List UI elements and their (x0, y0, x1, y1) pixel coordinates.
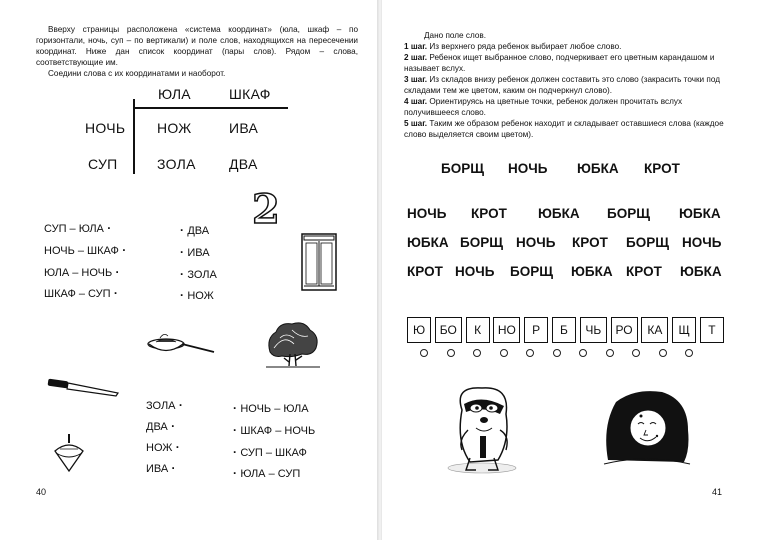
step-label: 5 шаг. (404, 119, 428, 128)
color-dot[interactable] (632, 349, 640, 357)
syllable-cell: НО (493, 317, 520, 343)
answer-word-text: НОЖ (146, 442, 173, 454)
color-dot[interactable] (579, 349, 587, 357)
coord-pair (233, 401, 309, 415)
syllable-cell: Т (700, 317, 724, 343)
answer-word-text: ИВА (187, 247, 210, 259)
intro-text (36, 24, 358, 79)
connect-dot[interactable]: · (118, 243, 127, 257)
ash-bowl-icon (146, 330, 218, 358)
connect-dot[interactable]: · (180, 288, 188, 302)
connect-dot[interactable]: · (112, 265, 120, 279)
step-1 (404, 41, 729, 52)
connect-dot[interactable]: · (103, 221, 112, 235)
field-word[interactable]: КРОТ (407, 264, 443, 279)
coord-pair (233, 423, 315, 437)
color-dot[interactable] (447, 349, 455, 357)
answer-word (146, 419, 175, 433)
coord-pair-text: СУП – ЮЛА (44, 223, 104, 235)
connect-dot[interactable]: · (180, 245, 188, 259)
wardrobe-icon (300, 232, 338, 292)
connect-dot[interactable]: · (175, 398, 183, 412)
connect-dot[interactable]: · (172, 440, 180, 454)
field-word[interactable]: КРОТ (572, 235, 608, 250)
knife-icon (46, 377, 120, 399)
syllable-cell: К (466, 317, 490, 343)
instructions (404, 30, 729, 140)
field-word[interactable]: КРОТ (471, 206, 507, 221)
coord-pair (44, 286, 118, 300)
connect-dot[interactable]: · (233, 445, 241, 459)
coord-pair-text: НОЧЬ – ЮЛА (240, 403, 309, 415)
answer-word (180, 223, 209, 237)
coord-pair (233, 445, 307, 459)
syllable-cell: Б (552, 317, 576, 343)
connect-dot[interactable]: · (233, 401, 241, 415)
coord-pair-text: ШКАФ – СУП (44, 288, 111, 300)
moon-cave-icon (600, 386, 692, 468)
connect-dot[interactable]: · (180, 223, 188, 237)
coord-pair-text: ЮЛА – НОЧЬ (44, 267, 113, 279)
willow-tree-icon (262, 318, 322, 370)
connect-dot[interactable]: · (168, 461, 176, 475)
target-word[interactable]: БОРЩ (441, 161, 484, 176)
color-dots-row (420, 349, 693, 357)
task-title: Дано поле слов. (424, 31, 487, 40)
step-label: 4 шаг. (404, 97, 428, 106)
coord-pair-text: СУП – ШКАФ (240, 447, 307, 459)
answer-word (180, 267, 217, 281)
color-dot[interactable] (606, 349, 614, 357)
field-word[interactable]: ЮБКА (571, 264, 613, 279)
step-label: 1 шаг. (404, 42, 428, 51)
target-word[interactable]: ЮБКА (577, 161, 619, 176)
coord-pair (233, 466, 300, 480)
spinning-top-icon (52, 433, 86, 473)
syllable-cell: Р (524, 317, 548, 343)
color-dot[interactable] (659, 349, 667, 357)
left-page (0, 0, 378, 540)
color-dot[interactable] (473, 349, 481, 357)
answer-word-text: НОЖ (187, 290, 214, 302)
connect-dot[interactable]: · (167, 419, 176, 433)
color-dot[interactable] (500, 349, 508, 357)
step-text: Из складов внизу ребенок должен составить это слово (закрасить точки под складами тем же цветом, каким он подчеркнул слово). (404, 75, 720, 95)
field-word[interactable]: БОРЩ (510, 264, 553, 279)
col-header-shkaf: ШКАФ (229, 86, 271, 102)
step-text: Из верхнего ряда ребенок выбирает любое слово. (429, 42, 622, 51)
answer-word-text: ЗОЛА (187, 269, 217, 281)
answer-word (146, 440, 180, 454)
row-header-noch: НОЧЬ (85, 120, 126, 136)
answer-word (180, 245, 210, 259)
field-word[interactable]: ЮБКА (538, 206, 580, 221)
answer-word (180, 288, 214, 302)
step-text: Ориентируясь на цветные точки, ребенок должен прочитать вслух получившееся слово. (404, 97, 683, 117)
field-word[interactable]: НОЧЬ (455, 264, 495, 279)
step-text: Таким же образом ребенок находит и складывает оставшиеся слова (каждое слово выделяется своим цветом). (404, 119, 724, 139)
answer-word-text: ДВА (146, 421, 168, 433)
field-word[interactable]: КРОТ (626, 264, 662, 279)
answer-word-text: ЗОЛА (146, 400, 176, 412)
grid-horizontal-axis (133, 107, 288, 109)
connect-dot[interactable]: · (110, 286, 118, 300)
mole-character-icon (440, 380, 525, 475)
page-number-left: 40 (36, 487, 47, 497)
col-header-yula: ЮЛА (158, 86, 191, 102)
big-number-two: 2 (252, 186, 280, 233)
syllable-cell: Щ (672, 317, 696, 343)
step-label: 2 шаг. (404, 53, 428, 62)
answer-word-text: ИВА (146, 463, 169, 475)
target-word[interactable]: КРОТ (644, 161, 680, 176)
intro-paragraph: Вверху страницы расположена «система координат» (юла, шкаф – по горизонтали, ночь, суп – по вертикали) и поле слов, находящихся на пересечении координат. Ниже дан список координат (пары слов). Рядом – слова, соответствующие им. (36, 25, 358, 67)
color-dot[interactable] (553, 349, 561, 357)
step-5 (404, 118, 729, 140)
syllable-cell: РО (611, 317, 638, 343)
grid-cell-iva: ИВА (229, 120, 259, 136)
coord-pair-text: ЮЛА – СУП (240, 468, 301, 480)
syllable-cell: БО (435, 317, 462, 343)
target-word[interactable]: НОЧЬ (508, 161, 548, 176)
answer-word (146, 398, 183, 412)
field-word[interactable]: БОРЩ (607, 206, 650, 221)
field-word[interactable]: БОРЩ (626, 235, 669, 250)
answer-word (146, 461, 176, 475)
coord-pair (44, 243, 126, 257)
step-text: Ребенок ищет выбранное слово, подчеркивает его цветным карандашом и называет вслух. (404, 53, 715, 73)
syllable-cell: КА (641, 317, 668, 343)
coord-pair (44, 265, 120, 279)
connect-dot[interactable]: · (180, 267, 188, 281)
page-number-right: 41 (712, 487, 723, 497)
connect-dot[interactable]: · (233, 423, 241, 437)
field-word[interactable]: НОЧЬ (682, 235, 722, 250)
grid-vertical-axis (133, 99, 135, 174)
connect-dot[interactable]: · (233, 466, 241, 480)
field-word[interactable]: ЮБКА (679, 206, 721, 221)
syllable-row (407, 317, 724, 343)
step-3 (404, 74, 729, 96)
step-label: 3 шаг. (404, 75, 428, 84)
coord-pair-text: НОЧЬ – ШКАФ (44, 245, 119, 257)
step-4 (404, 96, 729, 118)
answer-word-text: ДВА (187, 225, 210, 237)
intro-instruction: Соедини слова с их координатами и наоборот. (48, 69, 226, 78)
coord-pair (44, 221, 111, 235)
grid-cell-dva: ДВА (229, 156, 258, 172)
syllable-cell: ЧЬ (580, 317, 607, 343)
syllable-cell: Ю (407, 317, 431, 343)
field-word[interactable]: НОЧЬ (407, 206, 447, 221)
color-dot[interactable] (685, 349, 693, 357)
field-word[interactable]: ЮБКА (680, 264, 722, 279)
step-2 (404, 52, 729, 74)
field-word[interactable]: ЮБКА (407, 235, 449, 250)
grid-cell-zola: ЗОЛА (157, 156, 196, 172)
grid-cell-nozh: НОЖ (157, 120, 192, 136)
field-word[interactable]: БОРЩ (460, 235, 503, 250)
row-header-sup: СУП (88, 156, 118, 172)
coord-pair-text: ШКАФ – НОЧЬ (240, 425, 316, 437)
color-dot[interactable] (420, 349, 428, 357)
color-dot[interactable] (526, 349, 534, 357)
field-word[interactable]: НОЧЬ (516, 235, 556, 250)
